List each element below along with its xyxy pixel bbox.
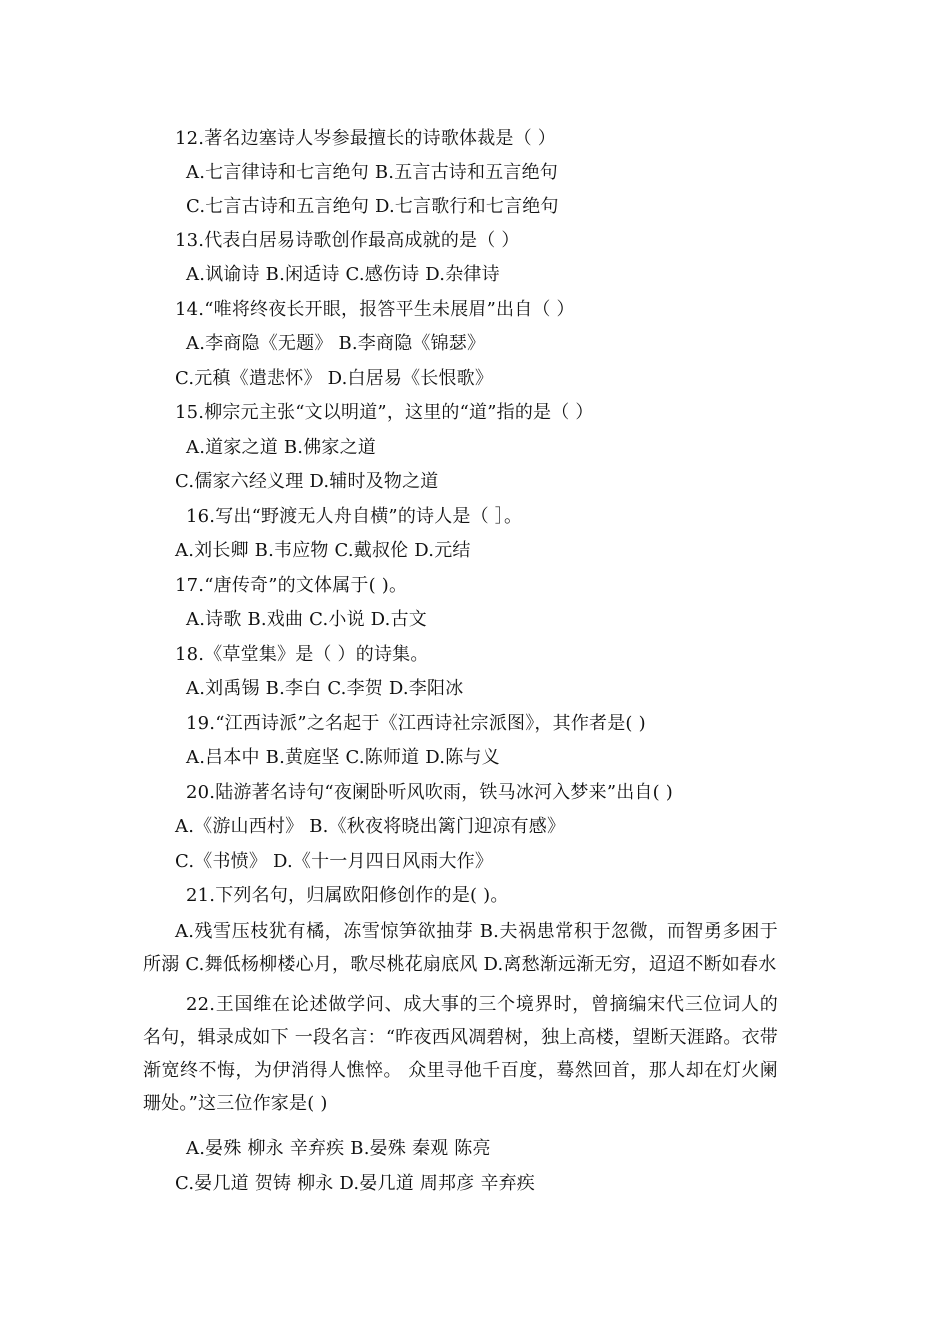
q14-options-cd: C.元稹《遣悲怀》 D.白居易《长恨歌》	[175, 368, 494, 389]
q15-options-cd: C.儒家六经义理 D.辅时及物之道	[175, 471, 439, 492]
question-18: 18.《草堂集》是（ ）的诗集。	[175, 644, 429, 665]
q14-options-ab: A.李商隐《无题》 B.李商隐《锦瑟》	[186, 333, 486, 354]
q15-options-ab: A.道家之道 B.佛家之道	[186, 437, 376, 458]
question-14: 14.“唯将终夜长开眼，报答平生未展眉”出自（ ）	[175, 299, 575, 320]
q22-options-cd: C.晏几道 贺铸 柳永 D.晏几道 周邦彦 辛弃疾	[175, 1173, 535, 1194]
question-22: 22.王国维在论述做学问、成大事的三个境界时，曾摘编宋代三位词人的名句，辑录成如下 一段名言：“昨夜西风凋碧树，独上高楼，望断天涯路。衣带渐宽终不悔，为伊消得人憔悴。 众里寻他千百度，蓦然回首，那人却在灯火阑珊处。”这三位作家是( )	[143, 994, 778, 1114]
q16-options: A.刘长卿 B.韦应物 C.戴叔伦 D.元结	[175, 540, 471, 561]
q12-options-cd: C.七言古诗和五言绝句 D.七言歌行和七言绝句	[186, 196, 559, 217]
question-13: 13.代表白居易诗歌创作最高成就的是（ ）	[175, 230, 520, 251]
q18-options: A.刘禹锡 B.李白 C.李贺 D.李阳冰	[186, 678, 464, 699]
q20-options-ab: A.《游山西村》 B.《秋夜将晓出篱门迎凉有感》	[175, 816, 566, 837]
q22-options-ab: A.晏殊 柳永 辛弃疾 B.晏殊 秦观 陈亮	[186, 1138, 491, 1159]
question-17: 17.“唐传奇”的文体属于( )。	[175, 575, 408, 596]
question-15: 15.柳宗元主张“文以明道”，这里的“道”指的是（ ）	[175, 402, 594, 423]
q13-options: A.讽谕诗 B.闲适诗 C.感伤诗 D.杂律诗	[186, 264, 500, 285]
q12-options-ab: A.七言律诗和七言绝句 B.五言古诗和五言绝句	[186, 162, 558, 183]
question-20: 20.陆游著名诗句“夜阑卧听风吹雨，铁马冰河入梦来”出自( )	[186, 782, 673, 803]
q21-options: A.残雪压枝犹有橘，冻雪惊笋欲抽芽 B.夫祸患常积于忽微，而智勇多困于所溺 C.舞低杨柳楼心月，歌尽桃花扇底风 D.离愁渐远渐无穷，迢迢不断如春水	[143, 921, 778, 975]
q19-options: A.吕本中 B.黄庭坚 C.陈师道 D.陈与义	[186, 747, 500, 768]
q20-options-cd: C.《书愤》 D.《十一月四日风雨大作》	[175, 851, 494, 872]
q17-options: A.诗歌 B.戏曲 C.小说 D.古文	[186, 609, 427, 630]
question-16: 16.写出“野渡无人舟自横”的诗人是（ ］。	[186, 506, 523, 527]
question-19: 19.“江西诗派”之名起于《江西诗社宗派图》，其作者是( )	[186, 713, 646, 734]
question-21: 21.下列名句，归属欧阳修创作的是( )。	[186, 885, 509, 906]
question-12: 12.著名边塞诗人岑参最擅长的诗歌体裁是（ ）	[175, 128, 556, 149]
